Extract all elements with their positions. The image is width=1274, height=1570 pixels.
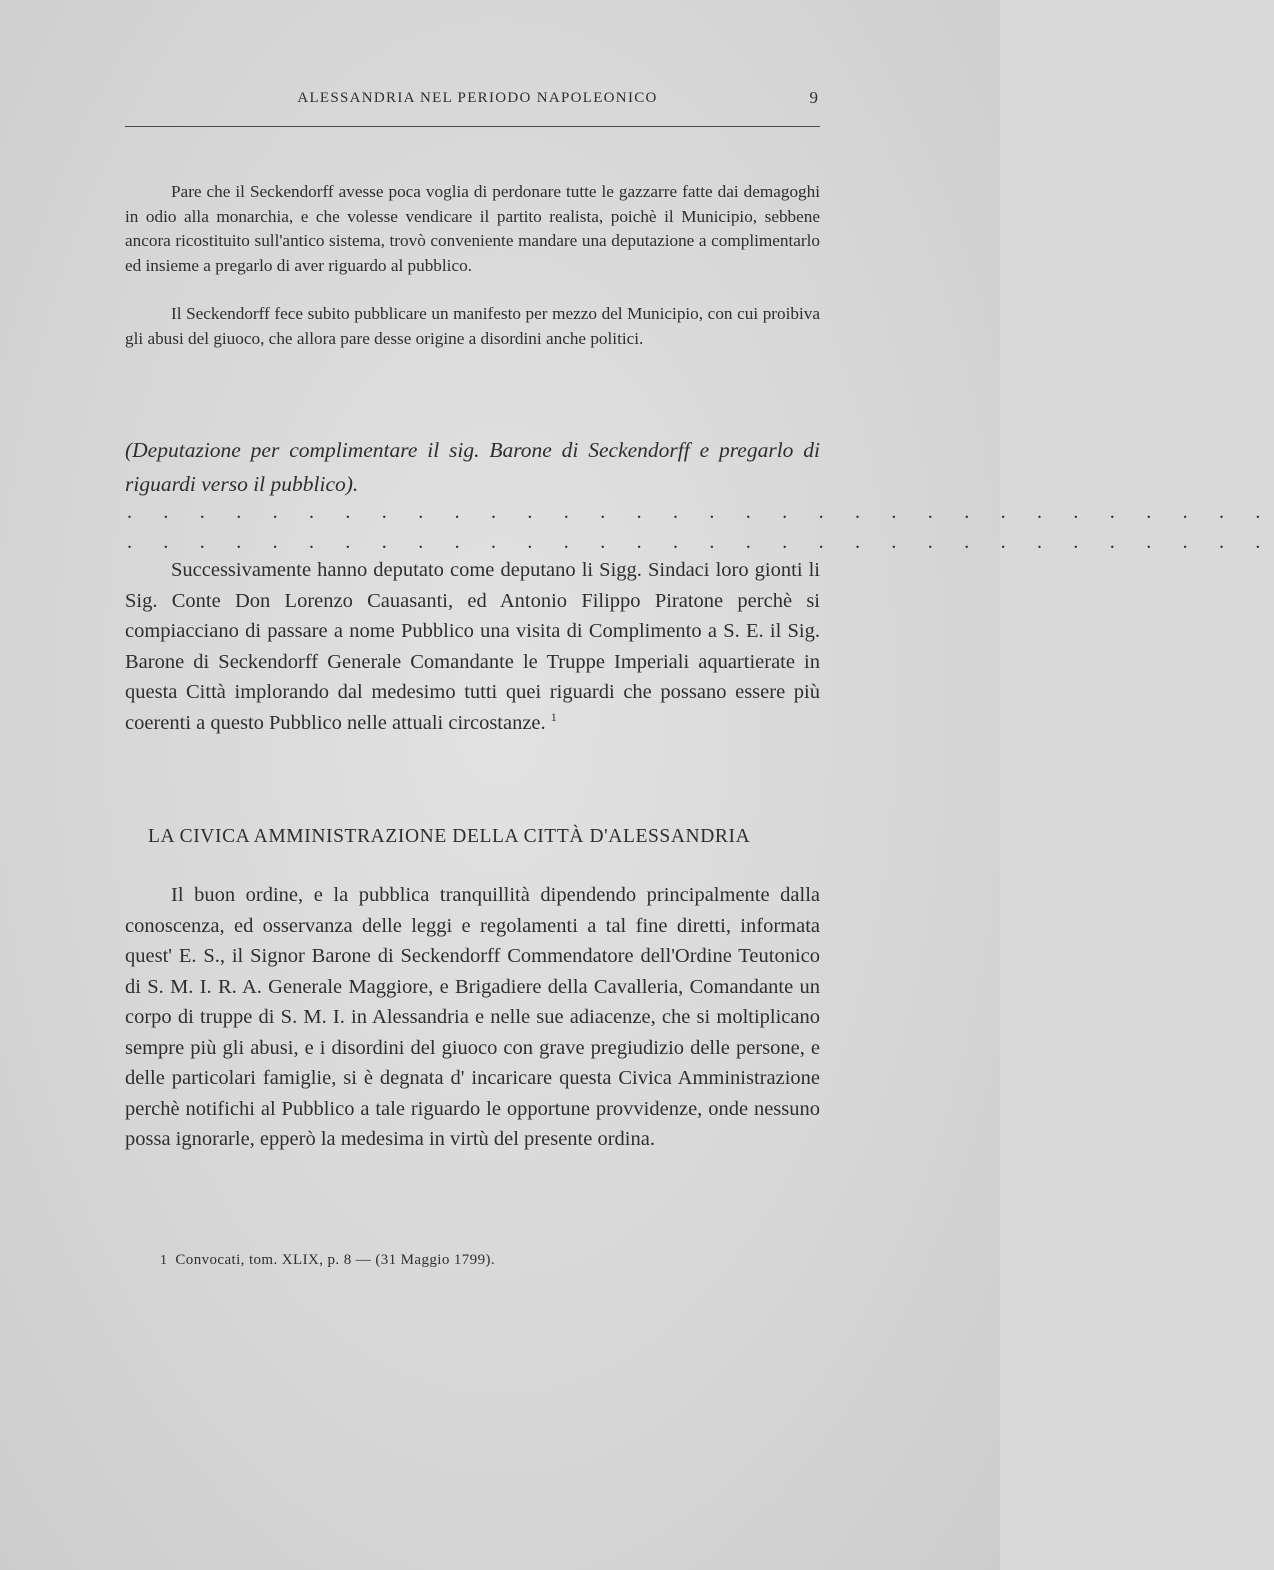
header-rule [125, 126, 820, 127]
paragraph-intro: Pare che il Seckendorff avesse poca voglia di perdonare tutte le gazzarre fatte dai demagoghi in odio alla monarchia, e che volesse vendicare il partito realista, poichè il Municipio, sebbene ancora ricostituito sull'antico sistema, trovò conveniente mandare una deputazione a complimentarlo ed insieme a pregarlo di aver riguardo al pubblico. [125, 182, 820, 275]
footnote-text: Convocati, tom. XLIX, p. 8 — (31 Maggio 1799). [175, 1252, 496, 1268]
quoted-paragraph [125, 555, 820, 738]
running-head [125, 90, 820, 107]
footnote [160, 1252, 760, 1269]
quoted-paragraph-text: Successivamente hanno deputato come deputano li Sigg. Sindaci loro gionti li Sig. Conte Don Lorenzo Cauasanti, ed Antonio Filippo Piratone perchè si compiacciano di passare a nome Pubblico una visita di Complimento a S. E. il Sig. Barone di Seckendorff Generale Comandante le Truppe Imperiali aquartierate in questa Città implorando dal medesimo tutti quei riguardi che possano essere più coerenti a questo Pubblico nelle attuali circostanze. [125, 559, 820, 734]
ellipsis-row: . . . . . . . . . . . . . . . . . . . . . . . . . . . . . . . . [127, 531, 1274, 553]
page-header [125, 88, 820, 118]
footnote-reference: 1 [550, 709, 557, 724]
section-paragraph: Il buon ordine, e la pubblica tranquillità dipendendo principalmente dalla conoscenza, ed osservanza delle leggi e regolamenti a tal fine diretti, informata quest' E. S., il Signor Barone di Seckendorff Commendatore dell'Ordine Teutonico di S. M. I. R. A. Generale Maggiore, e Brigadiere della Cavalleria, Comandante un corpo di truppe di S. M. I. in Alessandria e nelle sue adiacenze, che si moltiplicano sempre più gli abusi, e i disordini del giuoco con grave pregiudizio delle persone, e delle particolari famiglie, si è degnata d' incaricare questa Civica Amministrazione perchè notifichi al Pubblico a tale riguardo le opportune provvidenze, onde nessuno possa ignorarle, epperò la medesima in virtù del presente ordina. [125, 884, 820, 1150]
footnote-number: 1 [160, 1253, 168, 1268]
section-title: LA CIVICA AMMINISTRAZIONE DELLA CITTÀ D'ALESSANDRIA [148, 826, 751, 847]
ellipsis-row: . . . . . . . . . . . . . . . . . . . . . . . . . . . . . . . . [127, 501, 1274, 523]
running-head-text: ALESSANDRIA NEL PERIODO NAPOLEONICO [297, 90, 658, 106]
page-number: 9 [809, 88, 818, 107]
paragraph-manifesto: Il Seckendorff fece subito pubblicare un manifesto per mezzo del Municipio, con cui proibiva gli abusi del giuoco, che allora pare desse origine a disordini anche politici. [125, 304, 820, 348]
italic-note: (Deputazione per complimentare il sig. Barone di Seckendorff e pregarlo di riguardi verso il pubblico). [125, 438, 820, 496]
